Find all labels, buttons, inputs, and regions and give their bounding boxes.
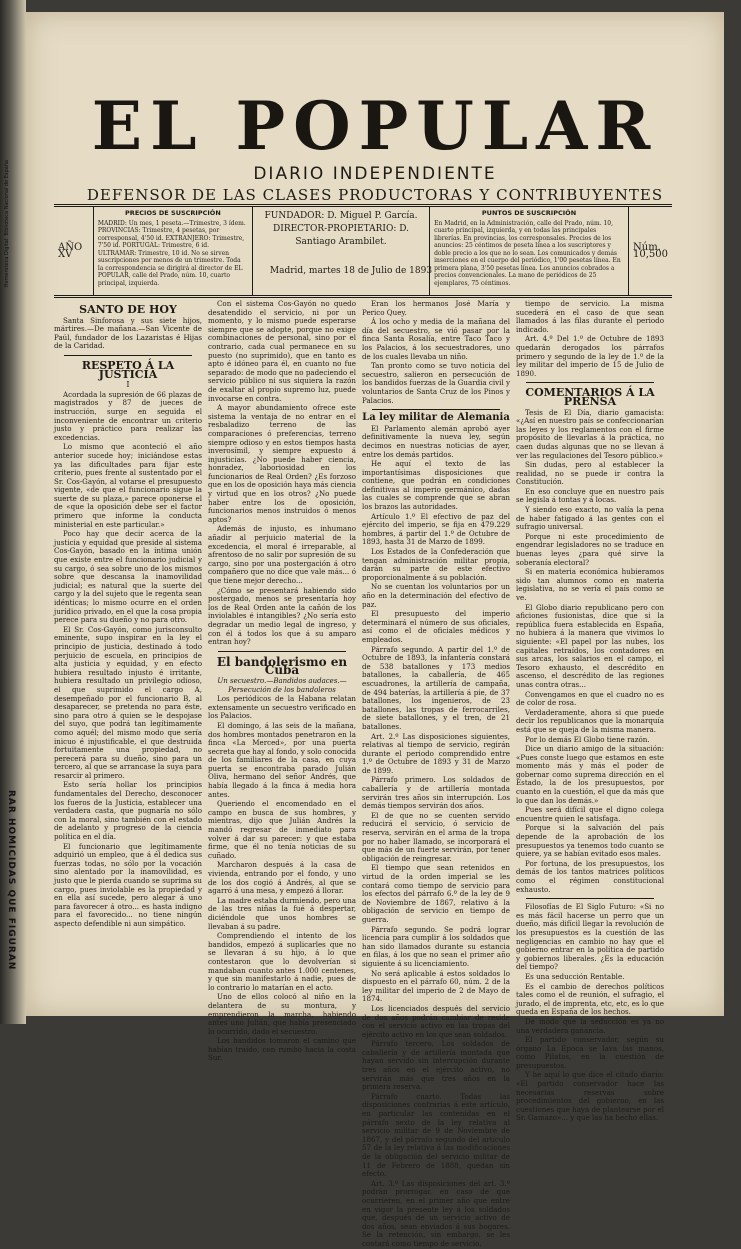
newspaper-subtitle: DIARIO INDEPENDIENTE <box>253 164 497 184</box>
paragraph: El de que no se cuenten servido reducirá el servicio, ó servicio de reserva, servirán en el arma de la tropa por no haber llamado, se incorporará el que más de un fuerte servirán, por tener obligación de reingresar. <box>362 810 510 863</box>
paragraph: Verdaderamente, ahora si que puede decir los republicanos que la monarquía está que se queja de la misma manera. <box>516 707 664 734</box>
issue-number: Núm. 10,500 <box>633 241 668 260</box>
subscription-prices <box>94 207 253 295</box>
paragraph: De modo que la seducción es ya no una verdadera ganancia. <box>516 1016 664 1035</box>
paragraph: Párrafo primero. Los soldados de caballería y de artillería montada servirán tres años sin interrupción. Los demás tiempos servirán dos años. <box>362 775 510 811</box>
paragraph: Marcharon después á la casa de vivienda, entrando por el fondo, y uno de los dos cogió á Andrés, al que se agarró á una mesa, y empezó á llorar. <box>208 860 356 896</box>
paragraph: En eso concluye que en nuestro país se legisla á tontas y á locas. <box>516 486 664 505</box>
column-rule <box>372 409 500 410</box>
director-line: DIRECTOR-PROPIETARIO: D. Santiago Arambilet. <box>273 224 410 247</box>
paragraph: El Parlamento alemán aprobó ayer definitivamente la nueva ley, según decimos en nuestras noticias de ayer, entre los demás partidos. <box>362 423 510 459</box>
section-heading: El bandolerismo en Cuba <box>216 654 348 678</box>
points-heading: PUNTOS DE SUSCRIPCIÓN <box>481 209 577 217</box>
paragraph: Porque si la salvación del país depende de la aprobación de los presupuestos ya tenemos todo cuanto se quiere, ya se habían evitado esos males. <box>516 823 664 859</box>
paragraph: El domingo, á las seis de la mañana, dos hombres montados penetraron en la finca «La Merced», por una puerta secreta que hay al fondo, y solo conocida de los familiares de la casa, en cuya puerta se encontraba parado Julián Oliva, hermano del señor Andrés, que había llegado á la finca á media hora antes. <box>208 720 356 799</box>
paragraph: Santa Sinforosa y sus siete hijos, mártires.—De mañana.—San Vicente de Paúl, fundador de los Lazaristas é Hijas de la Caridad. <box>54 315 202 351</box>
paragraph: El Globo diario republicano pero con aficiones fusionistas, dice que si la república fuera establecida en España, no hubiera á la manera que vivimos lo siguiente: «El papel por las nubes, los capitales retraídos, los contadores en sus arcas, los salarios en el campo, el Tesoro exhausto, el descrédito en ascenso, el descrédito de las regiones unas contra otras... <box>516 602 664 689</box>
section-heading: SANTO DE HOY <box>79 303 177 316</box>
column-rule <box>526 898 654 899</box>
paragraph: Poco hay que decir acerca de la justicia y equidad que preside al sistema Cos-Gayón, basado en la íntima unión que existe entre el funcionario judicial y su cargo, ó sea sobre uno de los mismos sobre que descansa la inamovilidad judicial; es natural que la suerte del cargo y la del sujeto que le regenta sean idénticas; lo mismo ocurre en el orden jurídico privado, en el que la cosa propia perece para su dueño y no para otro. <box>54 529 202 625</box>
paragraph: Los Estados de la Confederación que tengan administración militar propia, darán su parte de este efectivo proporcionalmente á su población. <box>362 547 510 582</box>
section-heading: RESPETO Á LA JUSTICIA <box>81 358 175 381</box>
points-text: En Madrid, en la Administración, calle del Prado, núm. 10, cuarto principal, izquierda, y en todas las principales librerías. En provincias, los corresponsales. Precios de los anuncios: 25 céntimos de peseta línea a los suscriptores y doble precio a los que no lo sean. Los comunicados y demás inserciones en el cuerpo del periódico, 1'00 pesetas línea. En primera plana, 3'50 pesetas línea. Los anuncios cobrados a precios convencionales. La mano de periódicos de 25 ejemplares, 75 céntimos. <box>434 219 621 287</box>
paragraph: Y he aquí lo que dice el citado diario: «El partido conservador hace las necesarias reservas sobre procedimientos del gobierno, en las cuestiones que haya de plantearse por el Sr. Gamazo»... y que las ha hecho ellas. <box>516 1070 664 1123</box>
paragraph: El Sr. Cos-Gayón, como jurisconsulto eminente, supo inspirar en la ley el principio de justicia, destinado á todo perjuicio de escuela, en principios de alta justicia y equidad, y en efecto hubiera resultado injusto é irritante, hubiera resultado un privilegio odioso, el que suprimido el cargo A, desempeñado por el funcionario B, al desaparecer, se pretenda no para éste, sino para otro á quien se le despojase del suyo, que podrá tan legítimamente como aquél; del mismo modo que sería inicuo é injustificable, el que destruida fortuitamente una propiedad, no perecerá para su dueño, sino para un tercero, al que se arrancase la suya para resarcir al primero. <box>54 624 202 780</box>
paragraph: Es una seducción Rentable. <box>525 971 625 981</box>
founder-box <box>253 207 430 295</box>
paragraph: Tesis de El Día, diario gamacista: «¿Así en nuestro país se confeccionarían las leyes y los reglamentos con el firme propósito de llevarlas á la práctica, no caen dudas algunas que no se llevan á ver las regulaciones del Tesoro público.» <box>516 407 664 460</box>
column-4 <box>516 299 664 1123</box>
subscription-text: MADRID: Un mes, 1 peseta.—Trimestre, 3 ídem. PROVINCIAS: Trimestre, 4 pesetas, por corresponsal, 4'50 id. EXTRANJERO: Trimestre, 7'50 id. PORTUGAL: Trimestre, 6 id. ULTRAMAR: Trimestre, 10 id. No se sirven suscripciones por menos de un trimestre. Toda la correspondencia se dirigirá al director de EL POPULAR, calle del Prado, núm. 10, cuarto principal, izquierda. <box>97 219 246 287</box>
section-heading: COMENTARIOS Á LA PRENSA <box>525 386 655 408</box>
masthead <box>26 87 724 204</box>
year-label: AÑO XV <box>54 207 94 295</box>
paragraph: Convengamos en que el cuadro no es de color de rosa. <box>516 689 664 708</box>
paragraph: El tiempo que sean retenidos en virtud de la orden imperial se les contará como tiempo de servicio para los efectos del párrafo 6.º de la ley de 9 de Noviembre de 1867, relativo á la obligación de servicio en tiempo de guerra. <box>362 863 510 924</box>
paragraph: Esto sería hollar los principios fundamentales del Derecho, desconocer los fueros de la Justicia, establecer una verdadera casta, que pugnaría no sólo con la moral, sino también con el estado de adelanto y progreso de la ciencia política en el día. <box>54 780 202 842</box>
paragraph: Filosofías de El Siglo Futuro: «Si no es más fácil hacerse un perro que un dueño, más difícil llegar la revolución de los presupuestos es la cuestión de las negligencias en cambio no hay que el gobierno entrar en la política de partido y gobiernos liberales. ¿Es la educación del tiempo? <box>516 902 664 972</box>
paragraph: Lo mismo que aconteció el año anterior sucede hoy; iniciándose estas ya las dificultades para fijar este criterio, pues frente al sustentado por el Sr. Cos-Gayón, al votarse el presupuesto vigente, «de que el funcionario sigue la suerte de su plaza,» parece oponerse el de «que la oposición debe ser el factor primero que informe la conducta ministerial en este particular.» <box>54 442 202 529</box>
column-2 <box>208 299 356 1063</box>
paragraph: Queriendo el encomendado en el campo en busca de sus hombres, y mientras, dijo que Julián Andrés la mandó regresar de inmediato para volver á dar su parecer: y que estaba firme, que él no tenía noticias de su cuñado. <box>208 799 356 860</box>
section-heading: La ley militar de Alemania <box>362 412 510 424</box>
paragraph: ¿Cómo se presentará habiendo sido postergado, menos se presentaría hoy los de Real Orden ante la cañón de los inviolables é intangibles? ¿No sería esto degradar un medio legal de ingreso, y con él á todos los que á su amparo entran hoy? <box>208 585 356 647</box>
paragraph: Art. 3.º Las disposiciones del art. 3.º podrán prorrogar, en caso de que ocurrieren, en el primer año que entre en vigor la presente ley á los soldados que, después de un servicio activo de dos años, sean enviados á sus hogares. Se la retención, sin embargo, se les contará como tiempo de servicio. <box>362 1178 510 1248</box>
paragraph: El partido conservador, según su órgano La Época se lava las manos, como Pilatos, en la cuestión de presupuestos. <box>516 1035 664 1070</box>
paragraph: Párrafo cuarto. Todas las disposiciones contrarias á este artículo, en particular las contenidas en el párrafo sexto de la ley relativa al servicio militar de 9 de Noviembre de 1867, y del párrafo segundo del artículo 57 de la ley relativa á las modificaciones de la obligación del servicio militar de 11 de Febrero de 1888, quedan sin efecto. <box>362 1091 510 1179</box>
paragraph: No se cuentan los voluntarios por un año en la determinación del efectivo de paz. <box>362 582 510 609</box>
paragraph: Acordada la supresión de 66 plazas de magistrados y 87 de jueces de instrucción, surge en seguida el inconveniente de encontrar un criterio justo y práctico para realizar las excedencias. <box>54 389 202 442</box>
column-rule <box>526 382 654 383</box>
library-stamp: Hemeroteca Digital. Biblioteca Nacional de España <box>4 160 10 288</box>
spine-text: RAR HOMICIDAS QUE FIGURAN <box>6 790 16 971</box>
paragraph: Por fortuna, de los presupuestos, los demás de los tantos matrices políticos como el régimen constitucional exhausto. <box>516 858 664 894</box>
paragraph: Por lo demás El Globo tiene razón. <box>525 734 650 744</box>
paragraph: Pues será difícil que el digno colega encuentre quien le satisfaga. <box>516 805 664 823</box>
paragraph: Párrafo segundo. Se podrá lograr licencia para cumplir á los soldados que han sido llamados durante su estancia en filas, á los que no sean el primer año siguiente á su licenciamiento. <box>362 924 510 968</box>
paragraph: Comprendiendo el intento de los bandidos, empezó á suplicarles que no se llevaran á su hijo, á lo que contestaron que lo devolverían si mandaban cuanto antes 1.000 centenes, y que sin manifestarlo á nadie, pues de lo contrario lo matarían en el acto. <box>208 931 356 992</box>
dateline: Madrid, martes 18 de Julio de 1893 <box>269 266 433 276</box>
column-rule <box>218 651 346 652</box>
paragraph: Los bandidos tomaron el camino que habían traído, con rumbo hacia la costa Sur. <box>208 1036 356 1063</box>
paragraph: Además de injusto, es inhumano añadir al perjuicio material de la excedencia, el moral é irreparable, al afrentoso de no salir por supresión de su cargo, sino por una postergación á otro compañero que no dice que vale más... ó que tiene mejor derecho... <box>208 524 356 585</box>
paragraph: El funcionario que legítimamente adquirió un empleo, que á él dedica sus fuerzas todas, no sólo por la vocación sino alentado por la inamovilidad, es justo que le pierda cuando se suprima su cargo, pues inviolable es la propiedad y en ella así sucede, pero alegar á uno para favorecer á otro... es hasta indigno para el favorecido... no tiene ningún aspecto defendible ni aun simpático. <box>54 841 202 928</box>
paragraph: Sin dudas, pero al establecer la realidad, no se puede ir contra la Constitución. <box>516 460 664 487</box>
column-1 <box>54 300 202 1000</box>
paragraph: Uno de ellos colocó al niño en la delantera de su montura, y emprendieron la marcha, habiendo antes uno Julián, que había presenciado lo ocurrido, dado el secuestro. <box>208 992 356 1036</box>
paragraph: He aquí el texto de las importantísimas disposiciones que contiene, que podrán en condiciones definitivas al imperio germánico, dadas las cuales se comprende que se abran los brazos las autoridades. <box>362 459 510 512</box>
paragraph: Párrafo segundo. A partir del 1.º de Octubre de 1893, la infantería constará de 538 batallones y 173 medios batallones, la caballería, de 465 escuadrones, la artillería de campaña, de 494 baterías, la artillería á pie, de 37 batallones, los ingenieros, de 23 batallones, las tropas de ferrocarriles, de siete batallones, y el tren, de 21 batallones. <box>362 644 510 731</box>
paragraph: El presupuesto del imperio determinará el número de sus oficiales, así como el de oficiales médicos y empleados. <box>362 609 510 644</box>
paragraph: Y siendo eso exacto, no valía la pena de haber fatigado á las gentes con el sufragio universal. <box>516 505 664 532</box>
newspaper-motto: DEFENSOR DE LAS CLASES PRODUCTORAS Y CONTRIBUYENTES <box>86 186 664 204</box>
paragraph: Porque ni este procedimiento de engendrar legisladores no se traduce en buenas leyes ¿para qué sirve la soberanía electoral? <box>516 531 664 567</box>
subscription-heading: PRECIOS DE SUSCRIPCIÓN <box>125 209 221 217</box>
newspaper-page <box>26 12 724 1248</box>
paragraph: Los licenciados después del servicio de dos años podrán cambiar de reside con el servicio activo en las tropas del ejército activo en los que sean soldados. <box>362 1003 510 1039</box>
paragraph: Es el cambio de derechos políticos tales como el de reunión, el sufragio, el jurado, el de imprenta, etc, etc, es lo que queda en España de los hechos. <box>516 981 664 1017</box>
article-columns <box>54 299 668 1248</box>
paragraph: Á los ocho y media de la mañana del día del secuestro, se vió pasar por la finca Santa Rosalía, entre Taco Taco y los Palacios, á los secuestradores, uno de los cuales llevaba un niño. <box>362 317 510 361</box>
paragraph: Los periódicos de la Habana relatan extensamente un secuestro verificado en los Palacios. <box>208 694 356 721</box>
paragraph: Eran los hermanos José María y Perico Quey. <box>362 299 510 317</box>
paragraph: No será aplicable á estos soldados lo dispuesto en el párrafo 60, núm. 2 de la ley militar del imperio de 2 de Mayo de 1874. <box>362 968 510 1004</box>
column-3 <box>362 299 510 1248</box>
paragraph: Párrafo tercero. Los soldados de caballería y de artillería montada que hayan servido sin interrupción durante tres años en el ejército activo, no servirán más que tres años en la primera reserva. <box>362 1039 510 1092</box>
paragraph: La madre estaba durmiendo, pero una de las tres niñas la fué á despertar, diciéndole que unos hombres se llevaban á su padre. <box>208 895 356 931</box>
paragraph: Art. 2.º Las disposiciones siguientes, relativas al tiempo de servicio, regirán durante el periodo comprendido entre 1.º de Octubre de 1893 y 31 de Marzo de 1899. <box>362 731 510 775</box>
binding-edge <box>0 0 26 1024</box>
paragraph: Dice un diario amigo de la situación: «Pues conste luego que estamos en este momento más y más el poder de gobernar como suprema dirección en el Estado, la de los presupuestos, por cuanto en la cuestión, el que da más que lo que dan los demás.» <box>516 744 664 805</box>
paragraph: Si en materia económica hubieramos sido tan alumnos como en materia legislativa, no se vería el país como se ve. <box>516 567 664 602</box>
paragraph: Tan pronto como se tuvo noticia del secuestro, salieron en persecución de los bandidos fuerzas de la Guardia civil y voluntarios de Santa Cruz de los Pinos y Palacios. <box>362 361 510 405</box>
founder-line: FUNDADOR: D. Miguel P. García. <box>264 211 418 221</box>
info-bar <box>54 204 672 298</box>
paragraph: tiempo de servicio. La misma sucederá en el caso de que sean llamados á las filas durante el periodo indicado. <box>516 299 664 334</box>
newspaper-title: EL POPULAR <box>91 87 659 165</box>
paragraph: A mayor abundamiento ofrece este sistema la ventaja de no entrar en el resbaladizo terreno de las comparaciones ó preferencias, terreno siempre odioso y en estos tiempos hasta inverosímil, y siempre expuesto á injusticias. ¿No puede haber ciencia, honradez, laboriosidad en los funcionarios de Real Orden? ¿Es forzoso que en los de oposición haya más ciencia y virtud que en los otros? ¿No puede haber entre los de oposición, funcionarios menos instruidos ó menos aptos? <box>208 403 356 524</box>
paragraph: Artículo 1.º El efectivo de paz del ejército del imperio, se fija en 479.229 hombres, á partir del 1.º de Octubre de 1893, hasta 31 de Marzo de 1899. <box>362 511 510 547</box>
column-rule <box>64 355 192 356</box>
section-subheading: Un secuestro.—Bandidos audaces.—Persecución de los bandoleros <box>217 676 347 694</box>
section-number: I <box>126 380 130 390</box>
subscription-points <box>430 207 629 295</box>
paragraph: Con el sistema Cos-Gayón no quedo desatendido el servicio, ni por un momento, y lo mismo puede esperarse siempre que se adopte, porque no exige combinaciones de personal, sino por el contrario, cada cual permanece en su puesto (no suprimido), que en tanto es apto é idóneo para él, en cuanto no fue separado: de modo que no padeciendo el servicio público ni sus siquiera la razón de exaltar al propio supremo luz, puede invocarse en contra. <box>208 299 356 403</box>
paragraph: Art. 4.º Del 1.º de Octubre de 1893 quedarán derogados los párrafos primero y segundo de la ley de 1.º de la ley militar del imperio de 15 de Julio de 1890. <box>516 334 664 378</box>
